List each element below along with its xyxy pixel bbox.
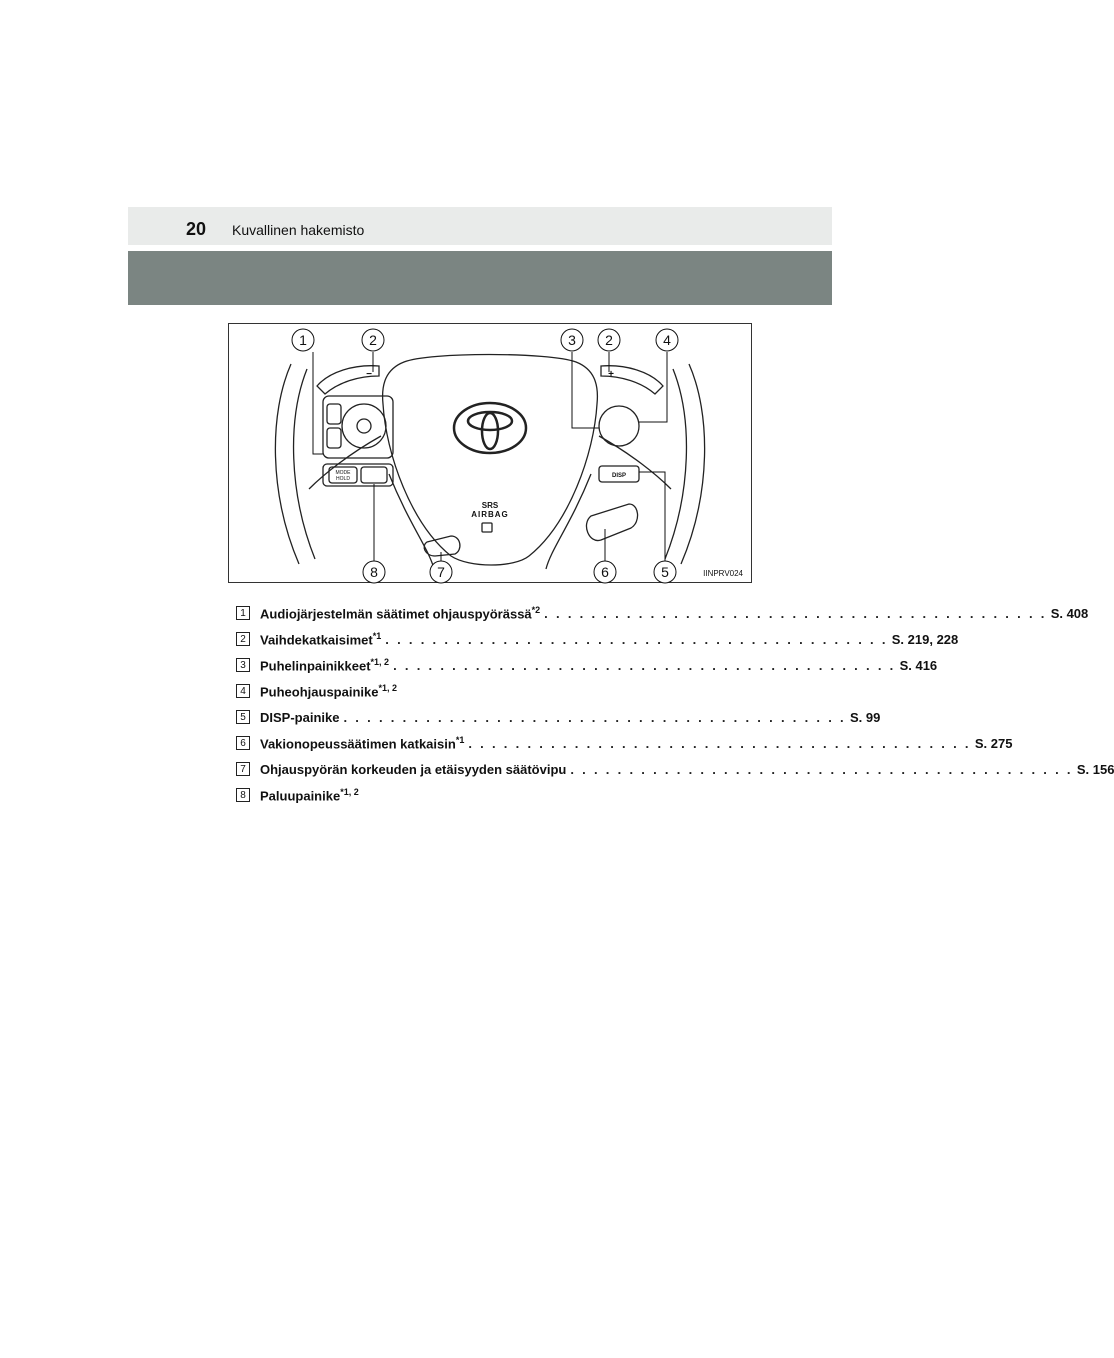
callout-7: 7 xyxy=(437,564,445,580)
leader-5 xyxy=(639,472,665,568)
cruise-control-lever xyxy=(586,504,637,541)
back-button xyxy=(361,467,387,483)
callout-3: 3 xyxy=(568,332,576,348)
leader-dots: . . . . . . . . . . . . . . . . . . . . . . . . . . . . . . . . . . . . . . . . . . . xyxy=(343,710,846,725)
item-number: 8 xyxy=(236,788,250,802)
airbag-text-srs: SRS xyxy=(481,501,499,510)
list-item xyxy=(236,621,959,647)
item-number: 7 xyxy=(236,762,250,776)
callout-8: 8 xyxy=(370,564,378,580)
item-label: Vakionopeussäätimen katkaisin$^{*1}$ xyxy=(260,734,465,751)
rim-right-inner xyxy=(665,369,686,559)
right-spoke-bottom xyxy=(546,474,591,569)
item-number: 2 xyxy=(236,632,250,646)
tilt-lever xyxy=(424,536,460,556)
item-number: 5 xyxy=(236,710,250,724)
hold-label: HOLD xyxy=(336,476,350,482)
minus-paddle-label: − xyxy=(366,369,372,380)
callout-1: 1 xyxy=(299,332,307,348)
steering-wheel-figure xyxy=(228,323,752,583)
item-number: 1 xyxy=(236,606,250,620)
logo-outer-ellipse xyxy=(454,403,526,453)
item-list xyxy=(236,595,1114,803)
page-ref: S. 275 xyxy=(974,736,1013,751)
item-label: Paluupainike$^{*1, 2}$ xyxy=(260,786,359,803)
leader-dots: . . . . . . . . . . . . . . . . . . . . . . . . . . . . . . . . . . . . . . . . . . . xyxy=(468,736,971,751)
leader-dots: . . . . . . . . . . . . . . . . . . . . . . . . . . . . . . . . . . . . . . . . . . . xyxy=(393,658,896,673)
page-ref: S. 219, 228 xyxy=(891,632,959,647)
disp-label: DISP xyxy=(611,473,627,479)
logo-horizontal-ellipse xyxy=(468,412,512,430)
figure-code: IINPRV024 xyxy=(703,569,743,578)
callout-2-left: 2 xyxy=(369,332,377,348)
item-label: Vaihdekatkaisimet$^{*1}$ xyxy=(260,630,382,647)
phone-dial xyxy=(599,406,639,446)
volume-up-button xyxy=(327,404,341,424)
airbag-text-airbag: AIRBAG xyxy=(471,510,509,519)
callout-2-right: 2 xyxy=(605,332,613,348)
callout-5: 5 xyxy=(661,564,669,580)
airbag-icon xyxy=(482,523,492,532)
item-number: 4 xyxy=(236,684,250,698)
page-ref: S. 99 xyxy=(849,710,881,725)
page-ref: S. 156 xyxy=(1076,762,1114,777)
item-label: Puhelinpainikkeet$^{*1, 2}$ xyxy=(260,656,390,673)
header-title: Kuvallinen hakemisto xyxy=(232,222,365,238)
leader-dots: . . . . . . . . . . . . . . . . . . . . . . . . . . . . . . . . . . . . . . . . . . . xyxy=(544,606,1047,621)
item-number: 6 xyxy=(236,736,250,750)
leader-1 xyxy=(313,352,323,454)
list-item xyxy=(236,595,1089,621)
page-ref: S. 416 xyxy=(899,658,938,673)
callout-6: 6 xyxy=(601,564,609,580)
mode-label: MODE xyxy=(335,470,351,476)
list-item xyxy=(236,725,1013,751)
callout-4: 4 xyxy=(663,332,671,348)
item-label: Audiojärjestelmän säätimet ohjauspyörässä$^{*2}$ xyxy=(260,604,541,621)
audio-dial xyxy=(342,404,386,448)
list-item xyxy=(236,699,881,725)
list-item xyxy=(236,647,938,673)
item-number: 3 xyxy=(236,658,250,672)
section-band xyxy=(128,251,832,305)
rim-right-outer xyxy=(681,364,705,564)
audio-center-button xyxy=(357,419,371,433)
left-spoke-bottom xyxy=(389,474,434,569)
page-ref: S. 408 xyxy=(1050,606,1089,621)
hub xyxy=(383,355,598,566)
page-number: 20 xyxy=(186,219,207,239)
item-label: Puheohjauspainike$^{*1, 2}$ xyxy=(260,682,397,699)
volume-down-button xyxy=(327,428,341,448)
leader-dots: . . . . . . . . . . . . . . . . . . . . . . . . . . . . . . . . . . . . . . . . . . . xyxy=(385,632,888,647)
item-label: Ohjauspyörän korkeuden ja etäisyyden säätövipu xyxy=(260,762,567,777)
steering-wheel-illustration xyxy=(229,324,751,582)
plus-paddle-label: + xyxy=(608,369,614,380)
rim-left-outer xyxy=(275,364,299,564)
leader-dots: . . . . . . . . . . . . . . . . . . . . . . . . . . . . . . . . . . . . . . . . . . . xyxy=(570,762,1073,777)
rim-left-inner xyxy=(294,369,315,559)
leader-3 xyxy=(572,352,599,428)
list-item xyxy=(236,751,1114,777)
list-item xyxy=(236,673,726,699)
item-label: DISP-painike xyxy=(260,710,340,725)
list-item xyxy=(236,777,726,803)
